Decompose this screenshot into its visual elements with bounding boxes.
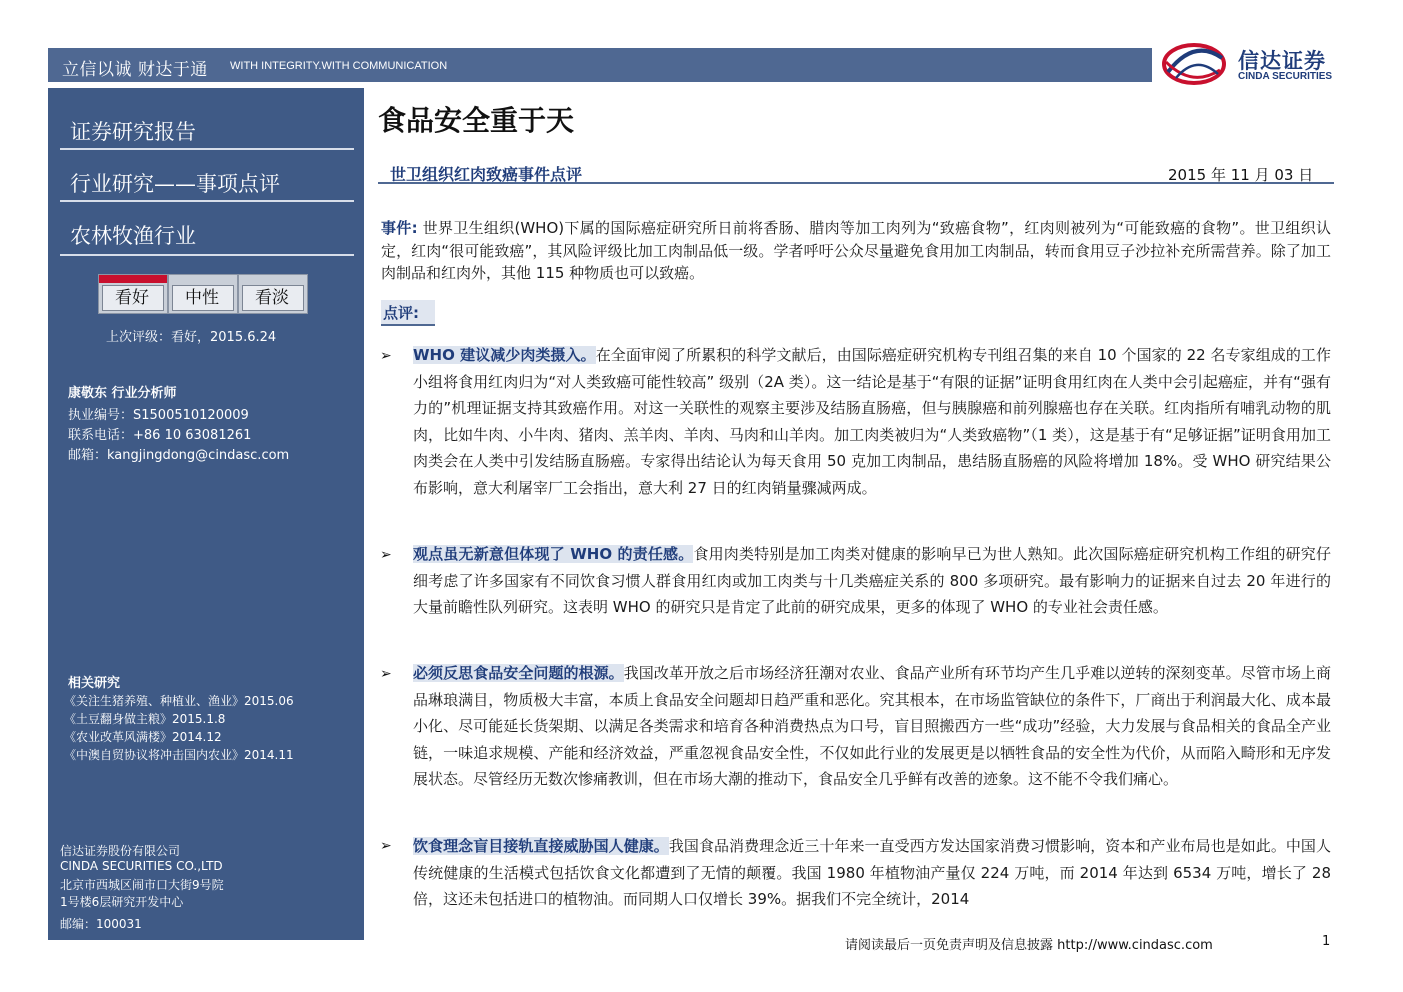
related-research-title: 相关研究 bbox=[68, 676, 121, 691]
header-slogan-cn: 立信以诚 财达于通 bbox=[62, 60, 208, 80]
rating-negative bbox=[238, 274, 308, 314]
rating-label: 中性 bbox=[172, 285, 234, 311]
previous-rating: 上次评级：看好，2015.6.24 bbox=[106, 330, 277, 345]
analyst-name: 康敬东 行业分析师 bbox=[68, 386, 177, 401]
related-research-item: 《中澳自贸协议将冲击国内农业》2014.11 bbox=[64, 748, 294, 762]
bullet-arrow-icon: ➢ bbox=[380, 348, 392, 364]
bullet-paragraph bbox=[413, 833, 1331, 913]
bullet-text: 我国改革开放之后市场经济狂潮对农业、食品产业所有环节均产生几乎难以逆转的深刻变革。尽管市场上商品琳琅满目，物质极大丰富，本质上食品安全问题却日趋严重和恶化。究其根本，在市场监管缺位的条件下，厂商出于利润最大化、成本最小化、尽可能延长货架期、以满足各类需求和培育各种消费热点为口号，盲目照搬西方一些“成功”经验，大力发展与食品相关的食品全产业链，一味追求规模、产能和经济效益，严重忽视食品安全性，不仅如此行业的发展更是以牺牲食品的安全性为代价，从而陷入畸形和无序发展状态。尽管经历无数次惨痛教训，但在市场大潮的推动下，食品安全几乎鲜有改善的迹象。这不能不令我们痛心。 bbox=[413, 664, 1331, 788]
rating-selector bbox=[98, 274, 310, 314]
page-number: 1 bbox=[1322, 934, 1331, 949]
logo-text-en: CINDA SECURITIES bbox=[1238, 71, 1333, 82]
company-address: 北京市西城区闹市口大街9号院 bbox=[60, 878, 224, 892]
category-industry: 农林牧渔行业 bbox=[70, 224, 196, 248]
bullet-heading: 观点虽无新意但体现了 WHO 的责任感。 bbox=[413, 545, 694, 563]
footer-disclaimer: 请阅读最后一页免责声明及信息披露 http://www.cindasc.com bbox=[845, 938, 1213, 953]
bullet-text: 食用肉类特别是加工肉类对健康的影响早已为世人熟知。此次国际癌症研究机构工作组的研究仔细考虑了许多国家有不同饮食习惯人群食用红肉或加工肉类与十几类癌症关系的 800 多项研究。最有影响力的证据来自过去 20 年进行的大量前瞻性队列研究。这表明 WHO 的研究只是肯定了此前的研究成果，更多的体现了 WHO 的专业社会责任感。 bbox=[413, 545, 1331, 616]
company-address-2: 1号楼6层研究开发中心 bbox=[60, 895, 184, 909]
event-label: 事件: bbox=[381, 219, 418, 237]
rating-positive bbox=[98, 274, 168, 314]
analyst-phone: 联系电话：+86 10 63081261 bbox=[68, 428, 252, 443]
active-rating-marker bbox=[99, 275, 167, 283]
report-date: 2015 年 11 月 03 日 bbox=[1168, 166, 1314, 184]
company-name-en: CINDA SECURITIES CO.,LTD bbox=[60, 859, 223, 873]
logo-text-cn: 信达证券 bbox=[1238, 49, 1326, 73]
bullet-paragraph bbox=[413, 660, 1331, 793]
bullet-text: 我国食品消费理念近三十年来一直受西方发达国家消费习惯影响，资本和产业布局也是如此。中国人传统健康的生活模式包括饮食文化都遭到了无情的颠覆。我国 1980 年植物油产量仅 224 万吨，而 2014 年达到 6534 万吨，增长了 28 倍，这还未包括进口的植物油。而同期人口仅增长 39%。据我们不完全统计，2014 bbox=[413, 837, 1331, 908]
category-report-type: 证券研究报告 bbox=[70, 120, 196, 144]
sidebar-divider bbox=[60, 254, 354, 256]
related-research-item: 《土豆翻身做主粮》2015.1.8 bbox=[64, 712, 226, 726]
sidebar-divider bbox=[60, 148, 354, 150]
sidebar-divider bbox=[60, 200, 354, 202]
rating-label: 看淡 bbox=[242, 285, 304, 311]
rating-neutral bbox=[168, 274, 238, 314]
rating-label: 看好 bbox=[102, 285, 164, 311]
header-slogan-en: WITH INTEGRITY.WITH COMMUNICATION bbox=[230, 60, 448, 72]
bullet-arrow-icon: ➢ bbox=[380, 838, 392, 854]
analyst-email: 邮箱：kangjingdong@cindasc.com bbox=[68, 448, 290, 463]
event-text: 世界卫生组织(WHO)下属的国际癌症研究所日前将香肠、腊肉等加工肉列为“致癌食物”，红肉则被列为“可能致癌的食物”。世卫组织认定，红肉“很可能致癌”，其风险评级比加工肉制品低一级。学者呼吁公众尽量避免食用加工肉制品，转而食用豆子沙拉补充所需营养。除了加工肉制品和红肉外，其他 115 种物质也可以致癌。 bbox=[381, 219, 1331, 282]
related-research-item: 《农业改革风满楼》2014.12 bbox=[64, 730, 222, 744]
bullet-heading: 饮食理念盲目接轨直接威胁国人健康。 bbox=[413, 837, 669, 855]
bullet-paragraph bbox=[413, 541, 1331, 621]
bullet-text: 在全面审阅了所累积的科学文献后，由国际癌症研究机构专刊组召集的来自 10 个国家的 22 名专家组成的工作小组将食用红肉归为“对人类致癌可能性较高” 级别（2A 类）。这一结论是基于“有限的证据”证明食用红肉在人类中会引起癌症，并有“强有力的”机理证据支持其致癌作用。对这一关联性的观察主要涉及结肠直肠癌，但与胰腺癌和前列腺癌也存在关联。红肉指所有哺乳动物的肌肉，比如牛肉、小牛肉、猪肉、羔羊肉、羊肉、马肉和山羊肉。加工肉类被归为“人类致癌物”（1 类），这是基于有“足够证据”证明食用加工肉类会在人类中引发结肠直肠癌。专家得出结论认为每天食用 50 克加工肉制品，患结肠直肠癌的风险将增加 18%。受 WHO 研究结果公布影响，意大利屠宰厂工会指出，意大利 27 日的红肉销量骤减两成。 bbox=[413, 346, 1331, 497]
bullet-arrow-icon: ➢ bbox=[380, 666, 392, 682]
company-name-cn: 信达证券股份有限公司 bbox=[60, 844, 181, 858]
left-sidebar bbox=[48, 88, 364, 940]
related-research-item: 《关注生猪养殖、种植业、渔业》2015.06 bbox=[64, 694, 294, 708]
bullet-arrow-icon: ➢ bbox=[380, 547, 392, 563]
report-title: 食品安全重于天 bbox=[378, 104, 575, 137]
category-research-type: 行业研究——事项点评 bbox=[70, 172, 280, 196]
report-subtitle: 世卫组织红肉致癌事件点评 bbox=[390, 165, 583, 184]
bullet-heading: WHO 建议减少肉类摄入。 bbox=[413, 346, 596, 364]
company-postcode: 邮编：100031 bbox=[60, 917, 142, 931]
event-paragraph bbox=[381, 217, 1331, 285]
comment-label: 点评: bbox=[381, 300, 435, 326]
bullet-heading: 必须反思食品安全问题的根源。 bbox=[413, 664, 624, 682]
header-band bbox=[48, 48, 1152, 82]
bullet-paragraph bbox=[413, 342, 1331, 501]
analyst-license: 执业编号：S1500510120009 bbox=[68, 408, 249, 423]
